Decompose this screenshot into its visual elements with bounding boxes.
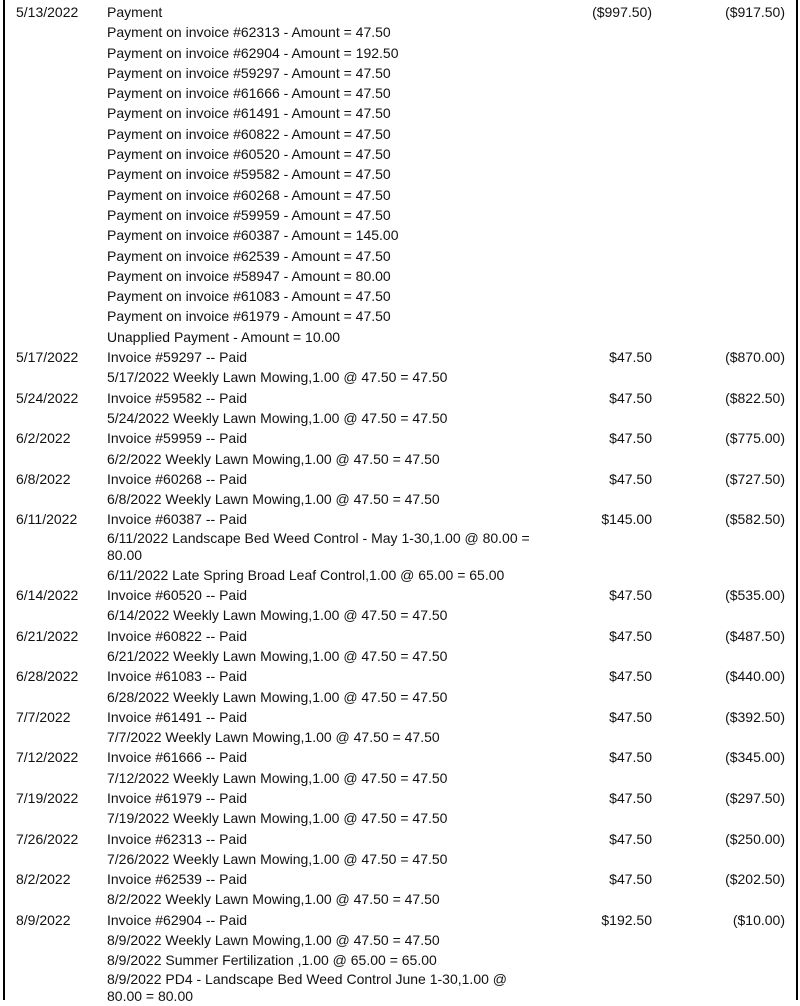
entry-detail-text: Payment on invoice #60387 - Amount = 145.00 [107,227,399,244]
entry-detail-text: Payment on invoice #61491 - Amount = 47.50 [107,105,391,122]
entry-description: Invoice #61491 -- Paid [107,708,248,725]
entry-detail-text: 6/21/2022 Weekly Lawn Mowing,1.00 @ 47.50 = 47.50 [107,647,448,664]
entry-detail-line [0,205,800,225]
ledger-rows [0,2,800,1006]
entry-detail-line [0,286,800,306]
entry-detail-text: 8/2/2022 Weekly Lawn Mowing,1.00 @ 47.50 = 47.50 [107,891,440,908]
entry-description: Invoice #60387 -- Paid [107,511,248,528]
entry-balance: ($917.50) [725,4,785,20]
entry-amount: $145.00 [601,511,652,528]
entry-detail-text: 6/14/2022 Weekly Lawn Mowing,1.00 @ 47.50 = 47.50 [107,607,448,624]
entry-main-line [0,428,800,448]
entry-detail-text: Payment on invoice #60520 - Amount = 47.50 [107,146,391,163]
entry-detail-line [0,124,800,144]
entry-detail-line [0,144,800,164]
ledger-entry [0,585,800,626]
entry-detail-text: 80.00 [107,547,143,564]
ledger-entry [0,829,800,870]
entry-balance: ($582.50) [725,511,785,528]
entry-balance: ($250.00) [725,830,785,847]
entry-description: Invoice #62539 -- Paid [107,871,248,888]
entry-detail-text: 80.00 = 80.00 [107,988,194,1005]
entry-date: 6/8/2022 [16,470,71,487]
entry-main-line [0,626,800,646]
entry-detail-text: 8/9/2022 Weekly Lawn Mowing,1.00 @ 47.50 = 47.50 [107,932,440,949]
entry-date: 8/2/2022 [16,871,71,888]
entry-main-line [0,388,800,408]
entry-detail-line [0,950,800,970]
entry-amount: $47.50 [609,430,652,447]
entry-main-line [0,2,800,22]
entry-detail-text: Payment on invoice #60822 - Amount = 47.50 [107,125,391,142]
ledger-entry [0,707,800,748]
entry-detail-text: 6/11/2022 Landscape Bed Weed Control - May 1-30,1.00 @ 80.00 = [107,529,530,546]
ledger-entry [0,666,800,707]
entry-detail-text: 7/19/2022 Weekly Lawn Mowing,1.00 @ 47.50 = 47.50 [107,810,448,827]
entry-balance: ($440.00) [725,668,785,685]
entry-date: 7/12/2022 [16,749,79,766]
entry-description: Invoice #62904 -- Paid [107,911,248,928]
entry-detail-text: 6/11/2022 Late Spring Broad Leaf Control,1.00 @ 65.00 = 65.00 [107,566,505,583]
entry-amount: $47.50 [609,587,652,604]
entry-detail-text: Payment on invoice #61083 - Amount = 47.50 [107,288,391,305]
entry-detail-text: Payment on invoice #59297 - Amount = 47.50 [107,64,391,81]
entry-detail-line [0,408,800,428]
entry-detail-text: 7/26/2022 Weekly Lawn Mowing,1.00 @ 47.50 = 47.50 [107,850,448,867]
entry-detail-text: Payment on invoice #59582 - Amount = 47.50 [107,166,391,183]
ledger-entry [0,626,800,667]
entry-main-line [0,509,800,529]
entry-detail-line [0,605,800,625]
entry-detail-line [0,530,800,548]
entry-detail-text: 5/17/2022 Weekly Lawn Mowing,1.00 @ 47.50 = 47.50 [107,369,448,386]
entry-detail-line [0,849,800,869]
entry-detail-line [0,185,800,205]
entry-description: Invoice #59582 -- Paid [107,389,248,406]
ledger-entry [0,428,800,469]
entry-main-line [0,869,800,889]
entry-detail-line [0,988,800,1006]
entry-detail-line [0,83,800,103]
entry-balance: ($822.50) [725,389,785,406]
entry-detail-line [0,103,800,123]
entry-description: Invoice #59959 -- Paid [107,430,248,447]
entry-detail-line [0,164,800,184]
entry-main-line [0,585,800,605]
entry-balance: ($202.50) [725,871,785,888]
entry-detail-line [0,727,800,747]
entry-balance: ($487.50) [725,627,785,644]
entry-detail-line [0,306,800,326]
entry-main-line [0,707,800,727]
entry-detail-text: 7/12/2022 Weekly Lawn Mowing,1.00 @ 47.50 = 47.50 [107,769,448,786]
entry-detail-line [0,266,800,286]
entry-main-line [0,788,800,808]
entry-detail-text: 8/9/2022 PD4 - Landscape Bed Weed Control June 1-30,1.00 @ [107,970,507,987]
entry-detail-text: Payment on invoice #61666 - Amount = 47.50 [107,85,391,102]
entry-description: Invoice #61666 -- Paid [107,749,248,766]
entry-detail-line [0,565,800,585]
entry-balance: ($10.00) [732,911,785,928]
entry-detail-line [0,449,800,469]
entry-date: 5/17/2022 [16,349,79,366]
entry-date: 6/21/2022 [16,627,79,644]
entry-main-line [0,910,800,930]
entry-detail-text: 5/24/2022 Weekly Lawn Mowing,1.00 @ 47.50 = 47.50 [107,409,448,426]
entry-detail-line [0,889,800,909]
entry-date: 8/9/2022 [16,911,71,928]
entry-description: Invoice #61083 -- Paid [107,668,248,685]
entry-amount: $47.50 [609,470,652,487]
entry-detail-text: 6/8/2022 Weekly Lawn Mowing,1.00 @ 47.50 = 47.50 [107,491,440,508]
entry-main-line [0,829,800,849]
entry-detail-line [0,646,800,666]
entry-detail-line [0,225,800,245]
entry-amount: $47.50 [609,389,652,406]
entry-date: 7/7/2022 [16,708,71,725]
entry-detail-line [0,971,800,989]
entry-description: Invoice #62313 -- Paid [107,830,248,847]
entry-description: Invoice #60268 -- Paid [107,470,248,487]
entry-detail-text: Payment on invoice #62313 - Amount = 47.50 [107,24,391,41]
entry-detail-text: 8/9/2022 Summer Fertilization ,1.00 @ 65.00 = 65.00 [107,952,437,969]
entry-date: 6/2/2022 [16,430,71,447]
entry-date: 5/13/2022 [16,4,79,20]
entry-amount: $47.50 [609,871,652,888]
entry-balance: ($297.50) [725,789,785,806]
ledger-entry [0,747,800,788]
entry-amount: $47.50 [609,749,652,766]
entry-main-line [0,469,800,489]
ledger-entry [0,788,800,829]
entry-detail-text: 7/7/2022 Weekly Lawn Mowing,1.00 @ 47.50 = 47.50 [107,729,440,746]
entry-main-line [0,747,800,767]
entry-amount: $47.50 [609,789,652,806]
entry-balance: ($727.50) [725,470,785,487]
entry-detail-line [0,43,800,63]
ledger-entry [0,869,800,910]
entry-description: Invoice #60520 -- Paid [107,587,248,604]
entry-date: 5/24/2022 [16,389,79,406]
entry-balance: ($870.00) [725,349,785,366]
entry-main-line [0,347,800,367]
entry-detail-text: Unapplied Payment - Amount = 10.00 [107,328,341,345]
entry-detail-line [0,489,800,509]
entry-detail-text: Payment on invoice #61979 - Amount = 47.50 [107,308,391,325]
entry-date: 7/19/2022 [16,789,79,806]
entry-balance: ($535.00) [725,587,785,604]
ledger-entry [0,388,800,429]
entry-detail-line [0,768,800,788]
entry-amount: $192.50 [601,911,652,928]
ledger-entry [0,509,800,585]
entry-balance: ($392.50) [725,708,785,725]
entry-detail-line [0,327,800,347]
entry-description: Invoice #61979 -- Paid [107,789,248,806]
entry-date: 7/26/2022 [16,830,79,847]
entry-date: 6/14/2022 [16,587,79,604]
entry-detail-text: Payment on invoice #60268 - Amount = 47.50 [107,186,391,203]
ledger-entry [0,910,800,1006]
entry-description: Payment [107,4,163,20]
entry-detail-line [0,687,800,707]
entry-detail-line [0,367,800,387]
entry-detail-text: Payment on invoice #59959 - Amount = 47.50 [107,206,391,223]
entry-date: 6/28/2022 [16,668,79,685]
entry-detail-line [0,808,800,828]
ledger-entry [0,469,800,510]
ledger-entry [0,347,800,388]
entry-balance: ($345.00) [725,749,785,766]
entry-date: 6/11/2022 [16,511,78,528]
entry-amount: $47.50 [609,708,652,725]
entry-description: Invoice #59297 -- Paid [107,349,248,366]
entry-balance: ($775.00) [725,430,785,447]
entry-amount: $47.50 [609,830,652,847]
entry-detail-text: Payment on invoice #58947 - Amount = 80.00 [107,267,391,284]
entry-detail-line [0,547,800,565]
entry-amount: $47.50 [609,349,652,366]
entry-detail-text: Payment on invoice #62539 - Amount = 47.50 [107,247,391,264]
entry-amount: ($997.50) [592,4,652,20]
ledger-entry [0,2,800,347]
entry-detail-text: 6/2/2022 Weekly Lawn Mowing,1.00 @ 47.50 = 47.50 [107,450,440,467]
entry-detail-text: 6/28/2022 Weekly Lawn Mowing,1.00 @ 47.50 = 47.50 [107,688,448,705]
entry-amount: $47.50 [609,668,652,685]
entry-amount: $47.50 [609,627,652,644]
entry-main-line [0,666,800,686]
entry-detail-line [0,930,800,950]
entry-detail-line [0,246,800,266]
entry-description: Invoice #60822 -- Paid [107,627,248,644]
entry-detail-line [0,63,800,83]
entry-detail-line [0,22,800,42]
entry-detail-text: Payment on invoice #62904 - Amount = 192.50 [107,44,399,61]
